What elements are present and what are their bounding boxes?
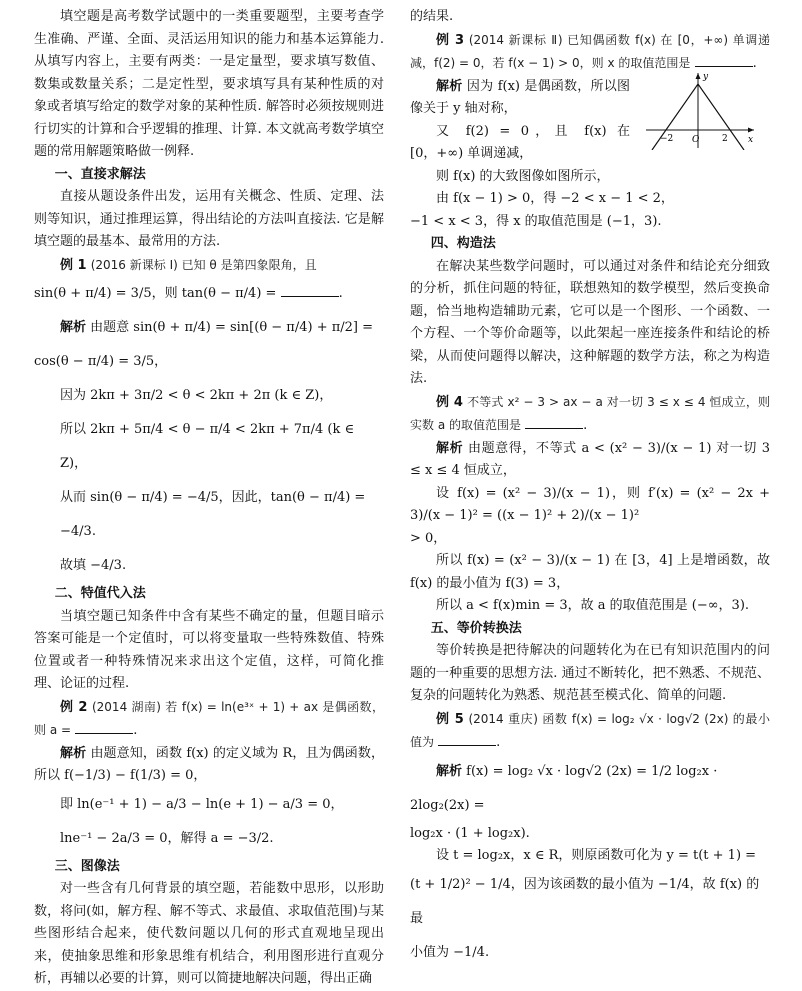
section-4-title: 四、构造法 [430,236,496,251]
example-5-step-3: 设 t = log₂x，x ∈ R，则原函数可化为 y = t(t + 1) = [436,848,757,863]
example-1-step-2: cos(θ − π/4) = 3/5， [34,354,168,369]
example-4-step-1: 解析 由题意得，不等式 a < (x² − 3)/(x − 1) 对一切 3 ≤ x ≤ 4 恒成立， [410,440,770,478]
section-3-text: 对一些含有几何背景的填空题，若能数中思形，以形助数，将问(如，解方程、解不等式、求最值、求取值范围)与某些图形结合起来，使代数问题以几何的形式直观地呈现出来，使抽象思维和形象思维有机结合，利用图形进行直观分析，再辅以必要的计算，则可以简捷地解决问题，得出正确 [34,881,384,986]
example-3-step-4: 由 f(x − 1) > 0，得 −2 < x − 1 < 2， [436,191,674,206]
example-5-step-1: 解析 f(x) = log₂ √x · log√2 (2x) = 1/2 log₂x · 2log₂(2x) = [410,763,718,813]
example-3-solution [410,71,770,234]
example-1-label: 例 1 [60,257,87,273]
section-3-title: 三、图像法 [54,858,120,874]
example-4-source: 不等式 x² − 3 > ax − a 对一切 3 ≤ x ≤ 4 恒成立，则实数 a 的取值范围是 [410,394,770,432]
intro-paragraph: 填空题是高考数学试题中的一类重要题型，主要考查学生准确、严谨、全面、灵活运用知识的能力和基本运算能力. 从填写内容上，主要有两类：一是定量型，要求填写数值、数集或数量关系；二是定性型，要求填写具有某种性质的对象或者填写给定的数学对象的某种性质. 解答时必须按规则进行切实的计算和合乎逻辑的推理、计算. 本文就高考数学填空题的常用解题策略做一例释. [34,9,384,159]
example-5-source: (2014 重庆) 函数 f(x) = log₂ √x · log√2 (2x) 的最小值为 [410,711,770,749]
section-4-text: 在解决某些数学问题时，可以通过对条件和结论充分细致的分析，抓住问题的特征，联想熟知的数学模型，然后变换命题，恰当地构造辅助元素，它可以是一个图形、一个函数、一个方程、一个等价命题等，以此架起一座连接条件和结论的桥梁，从而使问题得以解决，这种解题的数学方法，称之为构造法. [410,258,770,386]
left-column [34,6,384,991]
even-function-graph [642,70,757,150]
solution-label: 解析 [436,78,463,94]
section-2-title: 二、特值代入法 [54,586,146,601]
answer-blank [695,54,753,67]
example-3-step-1: 解析 因为 f(x) 是偶函数，所以图像关于 y 轴对称， [410,78,630,116]
example-1-stem [34,254,384,278]
example-3-stem: 例 3 (2014 新课标 Ⅱ) 已知偶函数 f(x) 在 [0，+∞) 单调递减，f(2) = 0，若 f(x − 1) > 0，则 x 的取值范围是 . [410,32,770,71]
solution-label: 解析 [436,440,464,456]
example-4-label: 例 4 [436,394,463,410]
section-3-continuation: 的结果. [410,9,454,24]
example-2-source: (2014 湖南) 若 f(x) = ln(e³ˣ + 1) + ax 是偶函数，则 a = [34,699,384,737]
example-5-step-2: log₂x · (1 + log₂x). [410,825,530,841]
answer-blank [438,733,496,746]
solution-label: 解析 [60,320,87,335]
section-5-text: 等价转换是把待解决的问题转化为在已有知识范围内的问题的一种重要的思想方法. 通过不断转化，把不熟悉、不规范、复杂的问题转化为熟悉、规范甚至模式化、简单的问题. [410,643,770,703]
x-axis-label: x [748,134,754,145]
answer-blank [281,284,339,297]
example-4-step-3: > 0， [410,530,447,546]
example-1-source: (2016 新课标 Ⅰ) 已知 θ 是第四象限角，且 [90,257,317,272]
example-4-step-4: 所以 f(x) = (x² − 3)/(x − 1) 在 [3，4] 上是增函数，故 f(x) 的最小值为 f(3) = 3， [410,553,770,591]
tick-pos2: 2 [722,133,728,144]
answer-blank [75,721,133,734]
solution-label: 解析 [436,763,463,779]
answer-blank [525,416,583,429]
example-5-label: 例 5 [436,711,464,727]
example-1-step-4: 所以 2kπ + 5π/4 < θ − π/4 < 2kπ + 7π/4 (k ∈ Z)， [60,422,355,471]
example-1-answer: 故填 −4/3. [60,558,127,573]
example-2-label: 例 2 [60,699,88,715]
section-1-title: 一、直接求解法 [54,166,146,182]
example-5-stem: 例 5 (2014 重庆) 函数 f(x) = log₂ √x · log√2 (2x) 的最小值为 . [410,711,770,750]
example-4-stem: 例 4 不等式 x² − 3 > ax − a 对一切 3 ≤ x ≤ 4 恒成立，则实数 a 的取值范围是 . [410,394,770,433]
solution-label: 解析 [60,745,87,761]
section-1-text: 直接从题设条件出发，运用有关概念、性质、定理、法则等知识，通过推理运算，得出结论的方法叫直接法. 它是解填空题的最基本、最常用的方法. [34,189,384,249]
right-column [410,6,770,970]
example-1-step-3: 因为 2kπ + 3π/2 < θ < 2kπ + 2π (k ∈ Z)， [60,388,333,403]
section-5-title: 五、等价转换法 [430,620,522,636]
y-axis-arrow [696,73,701,79]
example-4-step-2: 设 f(x) = (x² − 3)/(x − 1)，则 f′(x) = (x² − 2x + 3)/(x − 1)² = ((x − 1)² + 2)/(x − 1)² [410,485,770,523]
y-axis-label: y [703,71,709,82]
x-axis-arrow [748,127,754,132]
example-2-step-3: lne⁻¹ − 2a/3 = 0，解得 a = −3/2. [60,830,274,846]
origin-label: O [692,134,700,145]
example-2-stem: 例 2 (2014 湖南) 若 f(x) = ln(e³ˣ + 1) + ax 是偶函数，则 a = . [34,699,384,738]
example-5-step-4: (t + 1/2)² − 1/4，因为该函数的最小值为 −1/4，故 f(x) 的最 [410,876,760,926]
example-1-step-1: 解析 由题意 sin(θ + π/4) = sin[(θ − π/4) + π/2] = [60,320,374,335]
example-4-step-5: 所以 a < f(x)min = 3，故 a 的取值范围是 (−∞，3). [436,598,750,613]
example-3-source: (2014 新课标 Ⅱ) 已知偶函数 f(x) 在 [0，+∞) 单调递减，f(2) = 0，若 f(x − 1) > 0，则 x 的取值范围是 [410,32,770,70]
example-3-step-2: 又 f(2) = 0，且 f(x) 在 [0，+∞) 单调递减， [410,123,630,161]
example-2-step-1: 解析 由题意知，函数 f(x) 的定义域为 R，且为偶函数，所以 f(−1/3) − f(1/3) = 0， [34,745,384,783]
tick-neg2: −2 [660,133,674,144]
example-2-step-2: 即 ln(e⁻¹ + 1) − a/3 − ln(e + 1) − a/3 = 0， [60,796,344,812]
example-5-step-5: 小值为 −1/4. [410,944,490,960]
example-1-step-5: 从而 sin(θ − π/4) = −4/5，因此，tan(θ − π/4) = −4/3. [60,490,366,539]
example-3-step-5: −1 < x < 3，得 x 的取值范围是 (−1，3). [410,213,662,229]
example-3-label: 例 3 [436,32,464,48]
example-1-condition: sin(θ + π/4) = 3/5，则 tan(θ − π/4) = . [34,286,343,301]
section-2-text: 当填空题已知条件中含有某些不确定的量，但题目暗示答案可能是一个定值时，可以将变量取一些特殊数值、特殊位置或者一种特殊情况来求出这个定值，这样，可简化推理、论证的过程. [34,608,384,691]
example-3-step-3: 则 f(x) 的大致图像如图所示， [436,168,610,184]
